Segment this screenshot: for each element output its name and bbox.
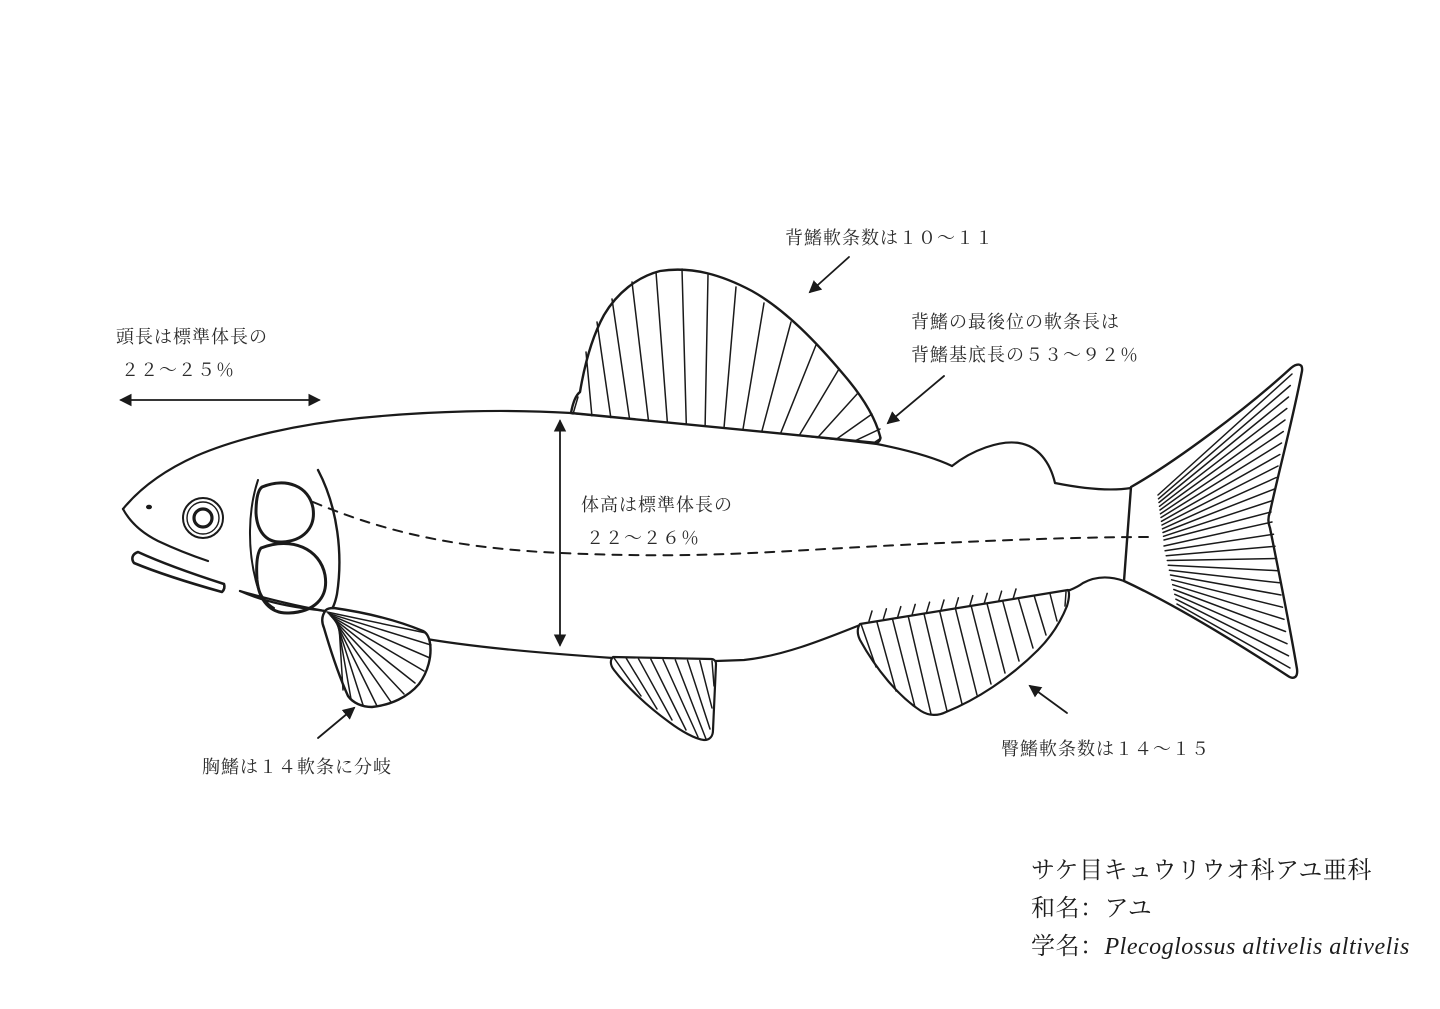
opercle-plate-upper [256,483,313,542]
dorsal-ray-count-label [785,222,994,255]
head-length-label [116,321,268,387]
head-details [123,470,339,613]
head-length-line1: 頭長は標準体長の [116,327,268,347]
lower-jaw [132,552,224,592]
dorsal-last-ray-arrow [888,376,944,423]
japanese-name-label: 和名： [1031,896,1105,922]
scientific-name-label: 学名： [1031,934,1105,960]
species-info [1031,852,1410,966]
species-scientific-name-row [1031,928,1410,966]
opercle-rear-margin [318,470,339,613]
pectoral-fin-text: 胸鰭は１４軟条に分岐 [202,757,392,777]
body-depth-line1: 体高は標準体長の [581,495,733,515]
dorsal-last-ray-line2: 背鰭基底長の５３〜９２％ [911,345,1139,365]
head-length-line2: ２２〜２５％ [121,360,235,380]
body-depth-label [581,489,733,555]
anal-fin-label [1001,733,1210,766]
dorsal-count-arrow [810,257,849,292]
anal-fin-text: 臀鰭軟条数は１４〜１５ [1001,739,1210,759]
species-classification: サケ目キュウリウオ科アユ亜科 [1031,858,1372,884]
adipose-fin [952,442,1055,483]
opercle-plate-lower [257,543,326,613]
caudal-fin [1124,365,1302,678]
species-japanese-name-row [1031,890,1410,928]
pectoral-fin-label [202,751,392,784]
body-depth-line2: ２２〜２６％ [586,528,700,548]
eye [183,498,223,538]
scientific-name-value: Plecoglossus altivelis altivelis [1104,934,1410,960]
dorsal-last-ray-label [911,306,1139,372]
japanese-name-value: アユ [1104,896,1153,922]
dorsal-ray-count-text: 背鰭軟条数は１０〜１１ [785,228,994,248]
anal-arrow [1030,686,1067,713]
pectoral-arrow [318,708,354,738]
nostril [146,505,152,510]
dorsal-last-ray-line1: 背鰭の最後位の軟条長は [911,312,1120,332]
